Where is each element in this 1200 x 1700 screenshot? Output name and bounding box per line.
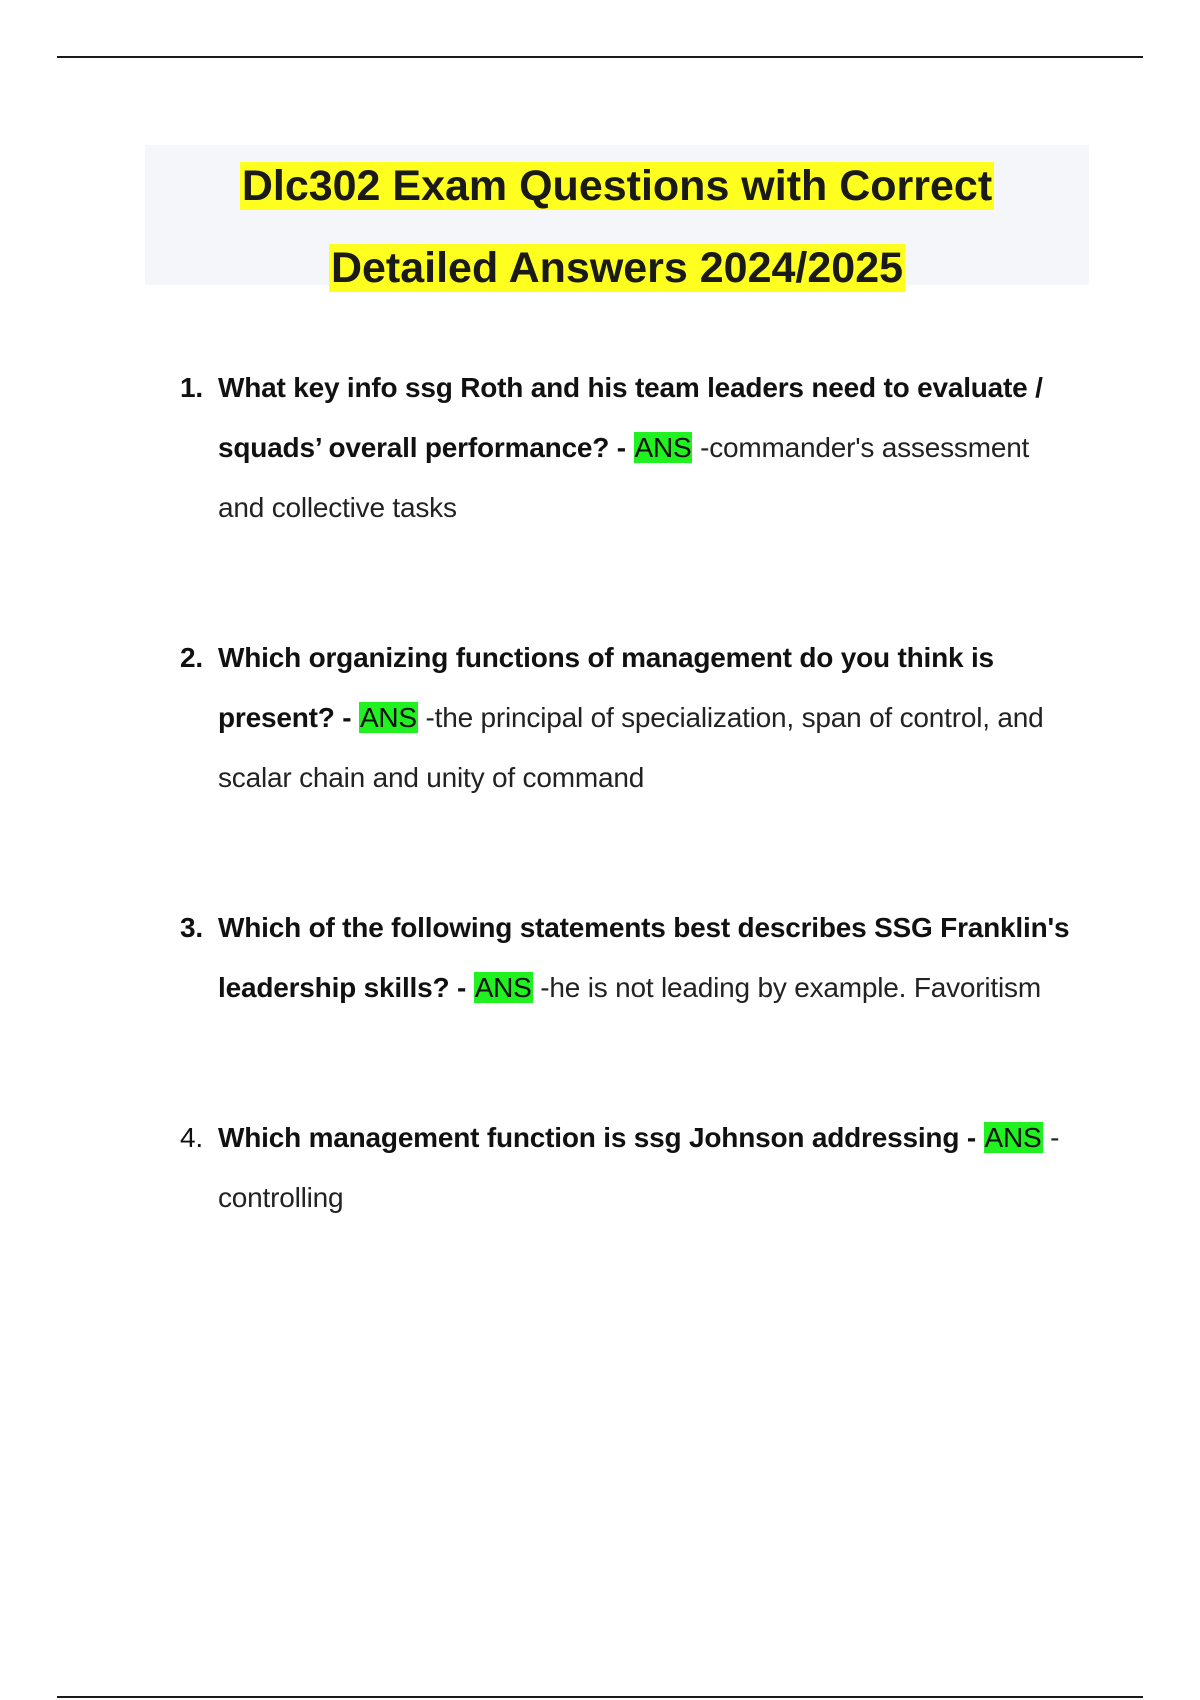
ans-label: ANS: [474, 972, 532, 1003]
ans-label: ANS: [634, 432, 692, 463]
title-banner: [145, 145, 1089, 292]
question-number: 3.: [180, 912, 203, 943]
answer-text: -he is not leading by example. Favoritism: [532, 972, 1041, 1003]
question-number: 2.: [180, 642, 203, 673]
answer-text: -the principal of specialization, span of control, and scalar chain and unity of command: [218, 702, 1044, 793]
question-list: [180, 358, 1080, 1228]
answer-text: -commander's assessment and collective tasks: [218, 432, 1030, 523]
question-text: Which of the following statements best describes SSG Franklin's leadership skills? -: [218, 912, 1070, 1003]
bottom-rule: [57, 1696, 1143, 1698]
question-text: What key info ssg Roth and his team leaders need to evaluate / squads’ overall performance? -: [218, 372, 1043, 463]
question-number: 4.: [180, 1122, 203, 1153]
answer-text: - controlling: [218, 1122, 1060, 1213]
question-item-1: [180, 358, 1080, 538]
title-line-1: Dlc302 Exam Questions with Correct: [241, 162, 993, 210]
question-item-2: [180, 628, 1080, 808]
question-item-4: [180, 1108, 1080, 1228]
question-text: Which organizing functions of management do you think is present? -: [218, 642, 994, 733]
title-line-2: Detailed Answers 2024/2025: [330, 244, 904, 292]
top-rule: [57, 56, 1143, 58]
question-number: 1.: [180, 372, 203, 403]
ans-label: ANS: [359, 702, 417, 733]
question-text: Which management function is ssg Johnson addressing -: [218, 1122, 984, 1153]
question-item-3: [180, 898, 1080, 1018]
ans-label: ANS: [984, 1122, 1042, 1153]
